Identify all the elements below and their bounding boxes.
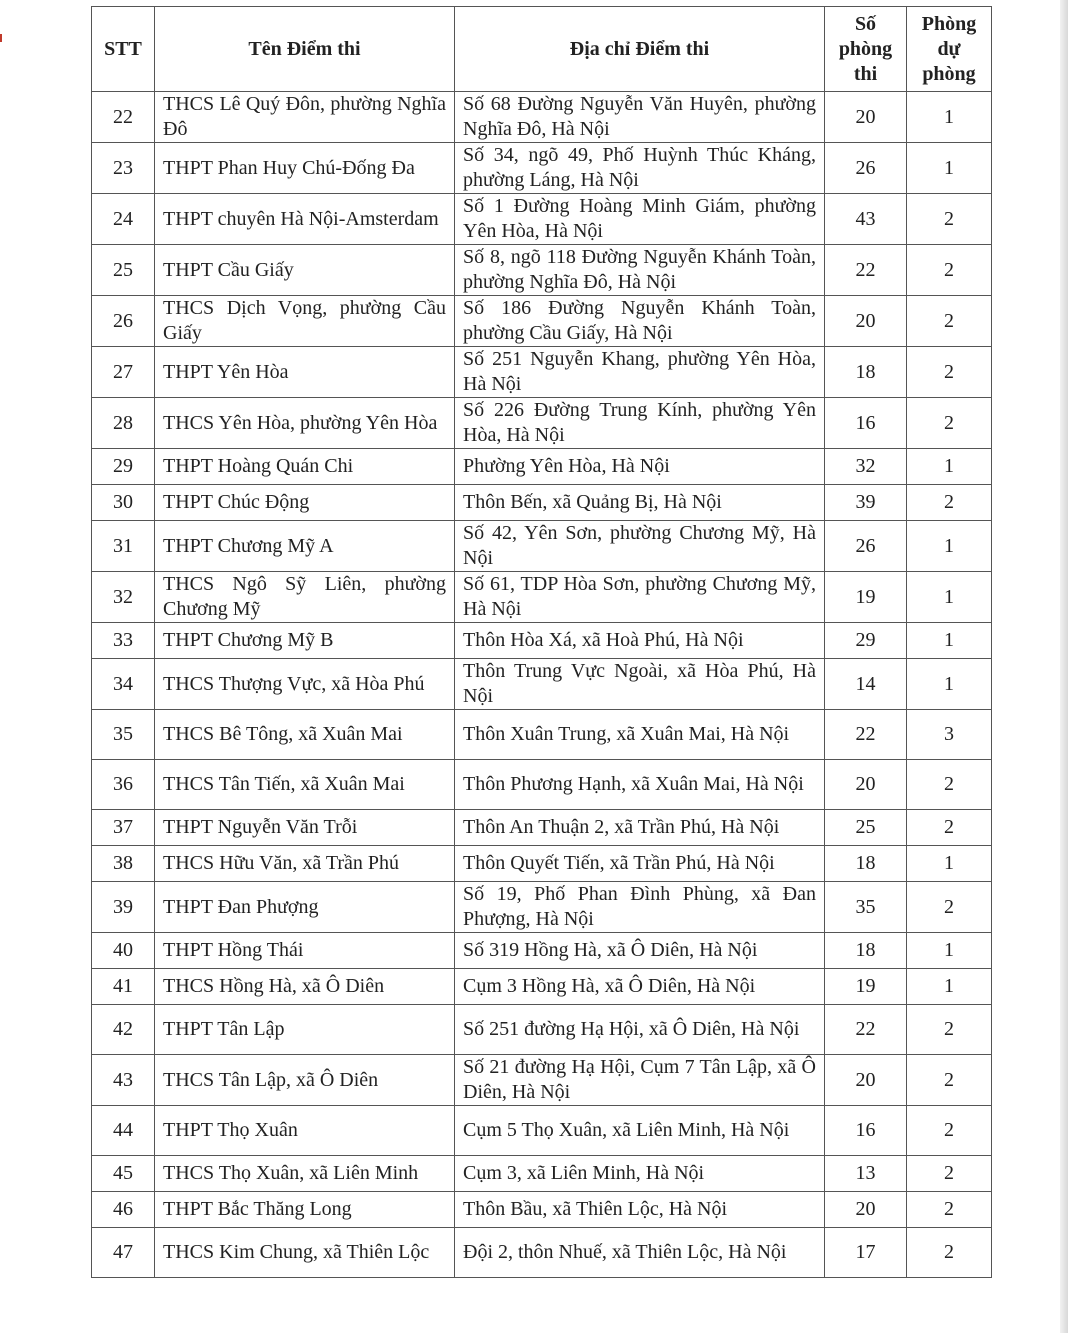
cell-address: Số 34, ngõ 49, Phố Huỳnh Thúc Kháng, phường Láng, Hà Nội [455, 143, 825, 194]
cell-name: THPT chuyên Hà Nội-Amsterdam [155, 194, 455, 245]
cell-address: Thôn An Thuận 2, xã Trần Phú, Hà Nội [455, 810, 825, 846]
table-body [92, 92, 992, 1278]
cell-address: Thôn Phương Hạnh, xã Xuân Mai, Hà Nội [455, 760, 825, 810]
cell-stt: 33 [92, 623, 155, 659]
cell-name: THPT Đan Phượng [155, 882, 455, 933]
cell-address: Phường Yên Hòa, Hà Nội [455, 449, 825, 485]
cell-name: THPT Tân Lập [155, 1005, 455, 1055]
cell-stt: 45 [92, 1156, 155, 1192]
cell-stt: 28 [92, 398, 155, 449]
cell-stt: 41 [92, 969, 155, 1005]
table-row [92, 1055, 992, 1106]
table-row [92, 659, 992, 710]
table-row [92, 933, 992, 969]
margin-mark [0, 34, 2, 42]
cell-name: THPT Chương Mỹ B [155, 623, 455, 659]
cell-rooms: 22 [825, 1005, 907, 1055]
cell-rooms: 20 [825, 760, 907, 810]
table-row [92, 846, 992, 882]
cell-address: Thôn Quyết Tiến, xã Trần Phú, Hà Nội [455, 846, 825, 882]
cell-address: Số 8, ngõ 118 Đường Nguyễn Khánh Toàn, phường Nghĩa Đô, Hà Nội [455, 245, 825, 296]
cell-stt: 37 [92, 810, 155, 846]
cell-address: Cụm 5 Thọ Xuân, xã Liên Minh, Hà Nội [455, 1106, 825, 1156]
cell-name: THPT Yên Hòa [155, 347, 455, 398]
header-spare: Phòng dự phòng [907, 7, 992, 92]
cell-stt: 25 [92, 245, 155, 296]
cell-rooms: 20 [825, 92, 907, 143]
table-row [92, 92, 992, 143]
cell-spare: 1 [907, 449, 992, 485]
cell-stt: 34 [92, 659, 155, 710]
cell-rooms: 35 [825, 882, 907, 933]
cell-rooms: 13 [825, 1156, 907, 1192]
table-row [92, 882, 992, 933]
cell-spare: 2 [907, 245, 992, 296]
cell-stt: 22 [92, 92, 155, 143]
cell-spare: 2 [907, 1156, 992, 1192]
cell-stt: 44 [92, 1106, 155, 1156]
cell-rooms: 18 [825, 347, 907, 398]
cell-address: Số 42, Yên Sơn, phường Chương Mỹ, Hà Nội [455, 521, 825, 572]
table-row [92, 521, 992, 572]
table-row [92, 143, 992, 194]
cell-name: THCS Dịch Vọng, phường Cầu Giấy [155, 296, 455, 347]
cell-name: THPT Chương Mỹ A [155, 521, 455, 572]
cell-spare: 1 [907, 92, 992, 143]
table-row [92, 398, 992, 449]
table-row [92, 1192, 992, 1228]
cell-address: Số 21 đường Hạ Hội, Cụm 7 Tân Lập, xã Ô Diên, Hà Nội [455, 1055, 825, 1106]
cell-name: THCS Thượng Vực, xã Hòa Phú [155, 659, 455, 710]
cell-spare: 2 [907, 1055, 992, 1106]
cell-spare: 1 [907, 572, 992, 623]
cell-address: Số 226 Đường Trung Kính, phường Yên Hòa, Hà Nội [455, 398, 825, 449]
table-row [92, 194, 992, 245]
cell-spare: 2 [907, 810, 992, 846]
cell-name: THCS Tân Lập, xã Ô Diên [155, 1055, 455, 1106]
cell-address: Thôn Hòa Xá, xã Hoà Phú, Hà Nội [455, 623, 825, 659]
cell-stt: 47 [92, 1228, 155, 1278]
table-row [92, 1228, 992, 1278]
cell-rooms: 32 [825, 449, 907, 485]
cell-stt: 40 [92, 933, 155, 969]
cell-stt: 27 [92, 347, 155, 398]
cell-address: Số 68 Đường Nguyễn Văn Huyên, phường Nghĩa Đô, Hà Nội [455, 92, 825, 143]
cell-address: Số 61, TDP Hòa Sơn, phường Chương Mỹ, Hà Nội [455, 572, 825, 623]
cell-rooms: 20 [825, 296, 907, 347]
table-row [92, 245, 992, 296]
cell-spare: 2 [907, 398, 992, 449]
table-row [92, 449, 992, 485]
cell-address: Đội 2, thôn Nhuế, xã Thiên Lộc, Hà Nội [455, 1228, 825, 1278]
cell-name: THPT Cầu Giấy [155, 245, 455, 296]
cell-address: Số 251 đường Hạ Hội, xã Ô Diên, Hà Nội [455, 1005, 825, 1055]
exam-locations-table [91, 6, 992, 1278]
cell-spare: 2 [907, 194, 992, 245]
cell-stt: 43 [92, 1055, 155, 1106]
cell-rooms: 14 [825, 659, 907, 710]
table-row [92, 623, 992, 659]
cell-spare: 2 [907, 1192, 992, 1228]
cell-name: THCS Hồng Hà, xã Ô Diên [155, 969, 455, 1005]
cell-spare: 1 [907, 623, 992, 659]
cell-spare: 1 [907, 659, 992, 710]
cell-stt: 39 [92, 882, 155, 933]
table-row [92, 1106, 992, 1156]
table-header-row [92, 7, 992, 92]
cell-rooms: 25 [825, 810, 907, 846]
cell-name: THPT Hồng Thái [155, 933, 455, 969]
cell-name: THCS Bê Tông, xã Xuân Mai [155, 710, 455, 760]
cell-rooms: 39 [825, 485, 907, 521]
cell-name: THPT Bắc Thăng Long [155, 1192, 455, 1228]
cell-rooms: 17 [825, 1228, 907, 1278]
cell-spare: 1 [907, 521, 992, 572]
cell-name: THCS Yên Hòa, phường Yên Hòa [155, 398, 455, 449]
cell-name: THPT Chúc Động [155, 485, 455, 521]
cell-rooms: 26 [825, 143, 907, 194]
cell-stt: 23 [92, 143, 155, 194]
cell-rooms: 26 [825, 521, 907, 572]
cell-address: Số 1 Đường Hoàng Minh Giám, phường Yên Hòa, Hà Nội [455, 194, 825, 245]
cell-spare: 1 [907, 143, 992, 194]
cell-name: THPT Thọ Xuân [155, 1106, 455, 1156]
table-row [92, 296, 992, 347]
table-row [92, 969, 992, 1005]
cell-spare: 3 [907, 710, 992, 760]
cell-rooms: 20 [825, 1192, 907, 1228]
cell-stt: 30 [92, 485, 155, 521]
cell-spare: 2 [907, 760, 992, 810]
cell-rooms: 22 [825, 245, 907, 296]
cell-address: Thôn Bến, xã Quảng Bị, Hà Nội [455, 485, 825, 521]
cell-address: Thôn Xuân Trung, xã Xuân Mai, Hà Nội [455, 710, 825, 760]
cell-stt: 32 [92, 572, 155, 623]
cell-address: Thôn Trung Vực Ngoài, xã Hòa Phú, Hà Nội [455, 659, 825, 710]
cell-address: Cụm 3, xã Liên Minh, Hà Nội [455, 1156, 825, 1192]
cell-rooms: 29 [825, 623, 907, 659]
cell-address: Số 251 Nguyễn Khang, phường Yên Hòa, Hà Nội [455, 347, 825, 398]
table-row [92, 1156, 992, 1192]
cell-stt: 46 [92, 1192, 155, 1228]
cell-address: Số 319 Hồng Hà, xã Ô Diên, Hà Nội [455, 933, 825, 969]
header-name: Tên Điểm thi [155, 7, 455, 92]
cell-stt: 24 [92, 194, 155, 245]
cell-stt: 29 [92, 449, 155, 485]
cell-rooms: 18 [825, 933, 907, 969]
cell-spare: 2 [907, 1106, 992, 1156]
cell-stt: 31 [92, 521, 155, 572]
page-edge [1060, 0, 1068, 1333]
cell-spare: 2 [907, 1228, 992, 1278]
cell-spare: 2 [907, 1005, 992, 1055]
cell-rooms: 19 [825, 969, 907, 1005]
table-row [92, 810, 992, 846]
cell-name: THCS Ngô Sỹ Liên, phường Chương Mỹ [155, 572, 455, 623]
cell-name: THPT Nguyễn Văn Trỗi [155, 810, 455, 846]
cell-rooms: 19 [825, 572, 907, 623]
cell-rooms: 20 [825, 1055, 907, 1106]
cell-spare: 1 [907, 933, 992, 969]
cell-spare: 2 [907, 296, 992, 347]
cell-address: Cụm 3 Hồng Hà, xã Ô Diên, Hà Nội [455, 969, 825, 1005]
table-row [92, 760, 992, 810]
cell-name: THCS Hữu Văn, xã Trần Phú [155, 846, 455, 882]
cell-stt: 38 [92, 846, 155, 882]
cell-address: Số 19, Phố Phan Đình Phùng, xã Đan Phượng, Hà Nội [455, 882, 825, 933]
table-row [92, 485, 992, 521]
cell-stt: 42 [92, 1005, 155, 1055]
cell-rooms: 16 [825, 1106, 907, 1156]
cell-name: THPT Hoàng Quán Chi [155, 449, 455, 485]
cell-rooms: 43 [825, 194, 907, 245]
cell-address: Thôn Bầu, xã Thiên Lộc, Hà Nội [455, 1192, 825, 1228]
cell-rooms: 18 [825, 846, 907, 882]
table-row [92, 1005, 992, 1055]
cell-name: THCS Lê Quý Đôn, phường Nghĩa Đô [155, 92, 455, 143]
cell-spare: 2 [907, 347, 992, 398]
cell-rooms: 16 [825, 398, 907, 449]
cell-spare: 2 [907, 485, 992, 521]
cell-name: THPT Phan Huy Chú-Đống Đa [155, 143, 455, 194]
cell-rooms: 22 [825, 710, 907, 760]
cell-spare: 1 [907, 846, 992, 882]
cell-stt: 26 [92, 296, 155, 347]
header-stt: STT [92, 7, 155, 92]
table-row [92, 710, 992, 760]
cell-name: THCS Tân Tiến, xã Xuân Mai [155, 760, 455, 810]
cell-spare: 1 [907, 969, 992, 1005]
cell-stt: 36 [92, 760, 155, 810]
table-row [92, 572, 992, 623]
table-row [92, 347, 992, 398]
header-address: Địa chỉ Điểm thi [455, 7, 825, 92]
header-rooms: Số phòng thi [825, 7, 907, 92]
cell-address: Số 186 Đường Nguyễn Khánh Toàn, phường Cầu Giấy, Hà Nội [455, 296, 825, 347]
cell-stt: 35 [92, 710, 155, 760]
cell-spare: 2 [907, 882, 992, 933]
cell-name: THCS Kim Chung, xã Thiên Lộc [155, 1228, 455, 1278]
cell-name: THCS Thọ Xuân, xã Liên Minh [155, 1156, 455, 1192]
